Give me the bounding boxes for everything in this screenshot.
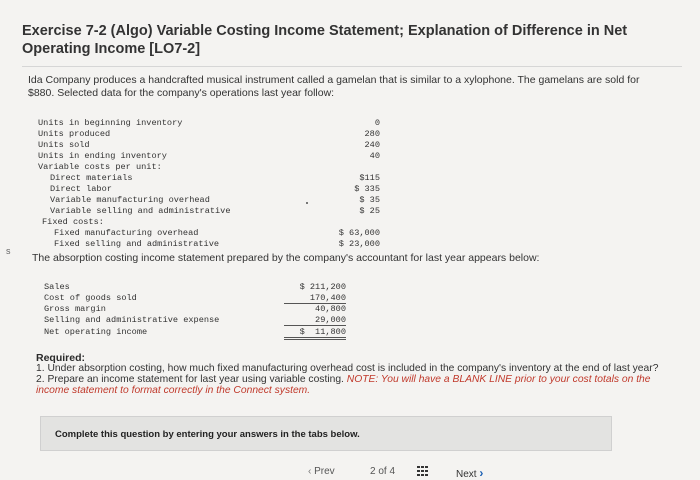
next-label: Next	[456, 469, 477, 480]
row-label: Sales	[44, 282, 70, 292]
next-button[interactable]	[456, 466, 483, 480]
required-items	[36, 363, 666, 396]
page-indicator: 2 of 4	[370, 466, 396, 477]
table-row	[0, 304, 700, 315]
row-label: Units in ending inventory	[38, 151, 167, 161]
grid-view-icon[interactable]	[417, 466, 429, 476]
table-row	[0, 239, 700, 250]
chevron-left-icon: ‹	[308, 466, 315, 477]
chevron-right-icon: ›	[479, 466, 484, 480]
row-label: Direct materials	[50, 173, 133, 183]
row-value: 280	[364, 129, 380, 139]
row-value: $ 35	[359, 195, 380, 205]
row-label: Selling and administrative expense	[44, 315, 220, 325]
required-heading: Required:	[36, 352, 86, 364]
row-value: 0	[374, 118, 380, 128]
margin-marker: s	[6, 246, 11, 256]
table-row	[0, 151, 700, 162]
title-divider	[22, 66, 682, 67]
row-label: Units produced	[38, 129, 111, 139]
prev-button[interactable]	[308, 466, 335, 477]
instruction-box	[40, 416, 612, 451]
row-label: Net operating income	[44, 327, 148, 337]
required-item-1: 1. Under absorption costing, how much fixed manufacturing overhead cost is included in the company's inventory at the end of last year?	[36, 363, 659, 374]
row-value: $ 63,000	[338, 228, 380, 238]
row-label: Units sold	[38, 140, 90, 150]
table-row	[0, 327, 700, 338]
row-value: 40,800	[315, 304, 346, 314]
absorption-intro: The absorption costing income statement prepared by the company's accountant for last year appears below:	[32, 252, 540, 264]
table-row	[0, 118, 700, 129]
row-value: $ 335	[354, 184, 380, 194]
table-row	[0, 195, 700, 206]
row-label: Variable costs per unit:	[38, 162, 162, 172]
row-value: $ 11,800	[284, 327, 346, 340]
instruction-text: Complete this question by entering your answers in the tabs below.	[55, 429, 360, 440]
exercise-title: Exercise 7-2 (Algo) Variable Costing Income Statement; Explanation of Difference in Net Operating Income [LO7-2]	[22, 23, 628, 57]
row-value: 29,000	[284, 315, 346, 326]
required-item-2-text: 2. Prepare an income statement for last year using variable costing.	[36, 374, 347, 385]
row-label: Fixed manufacturing overhead	[54, 228, 199, 238]
table-row	[0, 282, 700, 293]
table-row	[0, 129, 700, 140]
prev-label: Prev	[314, 466, 335, 477]
row-value: $ 211,200	[299, 282, 346, 292]
row-value: 240	[364, 140, 380, 150]
table-row	[0, 173, 700, 184]
row-label: Gross margin	[44, 304, 106, 314]
exercise-intro: Ida Company produces a handcrafted musical instrument called a gamelan that is similar to a xylophone. The gamelans are sold for $880. Selected data for the company's operations last year follow:	[28, 74, 640, 99]
row-value: $115	[359, 173, 380, 183]
table-row	[0, 162, 700, 173]
row-label: Variable selling and administrative	[50, 206, 231, 216]
table-row	[0, 315, 700, 326]
table-row	[0, 293, 700, 304]
table-row	[0, 140, 700, 151]
stray-dot	[306, 202, 308, 204]
row-value: $ 25	[359, 206, 380, 216]
table-row	[0, 184, 700, 195]
row-value: 40	[369, 151, 380, 161]
table-row	[0, 217, 700, 228]
required-item-2-note: NOTE: You will have a BLANK LINE prior to your cost totals on the income statement to format correctly in the Connect system.	[36, 374, 651, 396]
row-label: Fixed selling and administrative	[54, 239, 220, 249]
row-label: Units in beginning inventory	[38, 118, 183, 128]
table-row	[0, 206, 700, 217]
table-row	[0, 228, 700, 239]
row-label: Fixed costs:	[42, 217, 104, 227]
row-label: Variable manufacturing overhead	[50, 195, 210, 205]
row-label: Cost of goods sold	[44, 293, 137, 303]
row-value: 170,400	[284, 293, 346, 304]
required-item-2	[36, 374, 666, 396]
row-label: Direct labor	[50, 184, 112, 194]
row-value: $ 23,000	[338, 239, 380, 249]
